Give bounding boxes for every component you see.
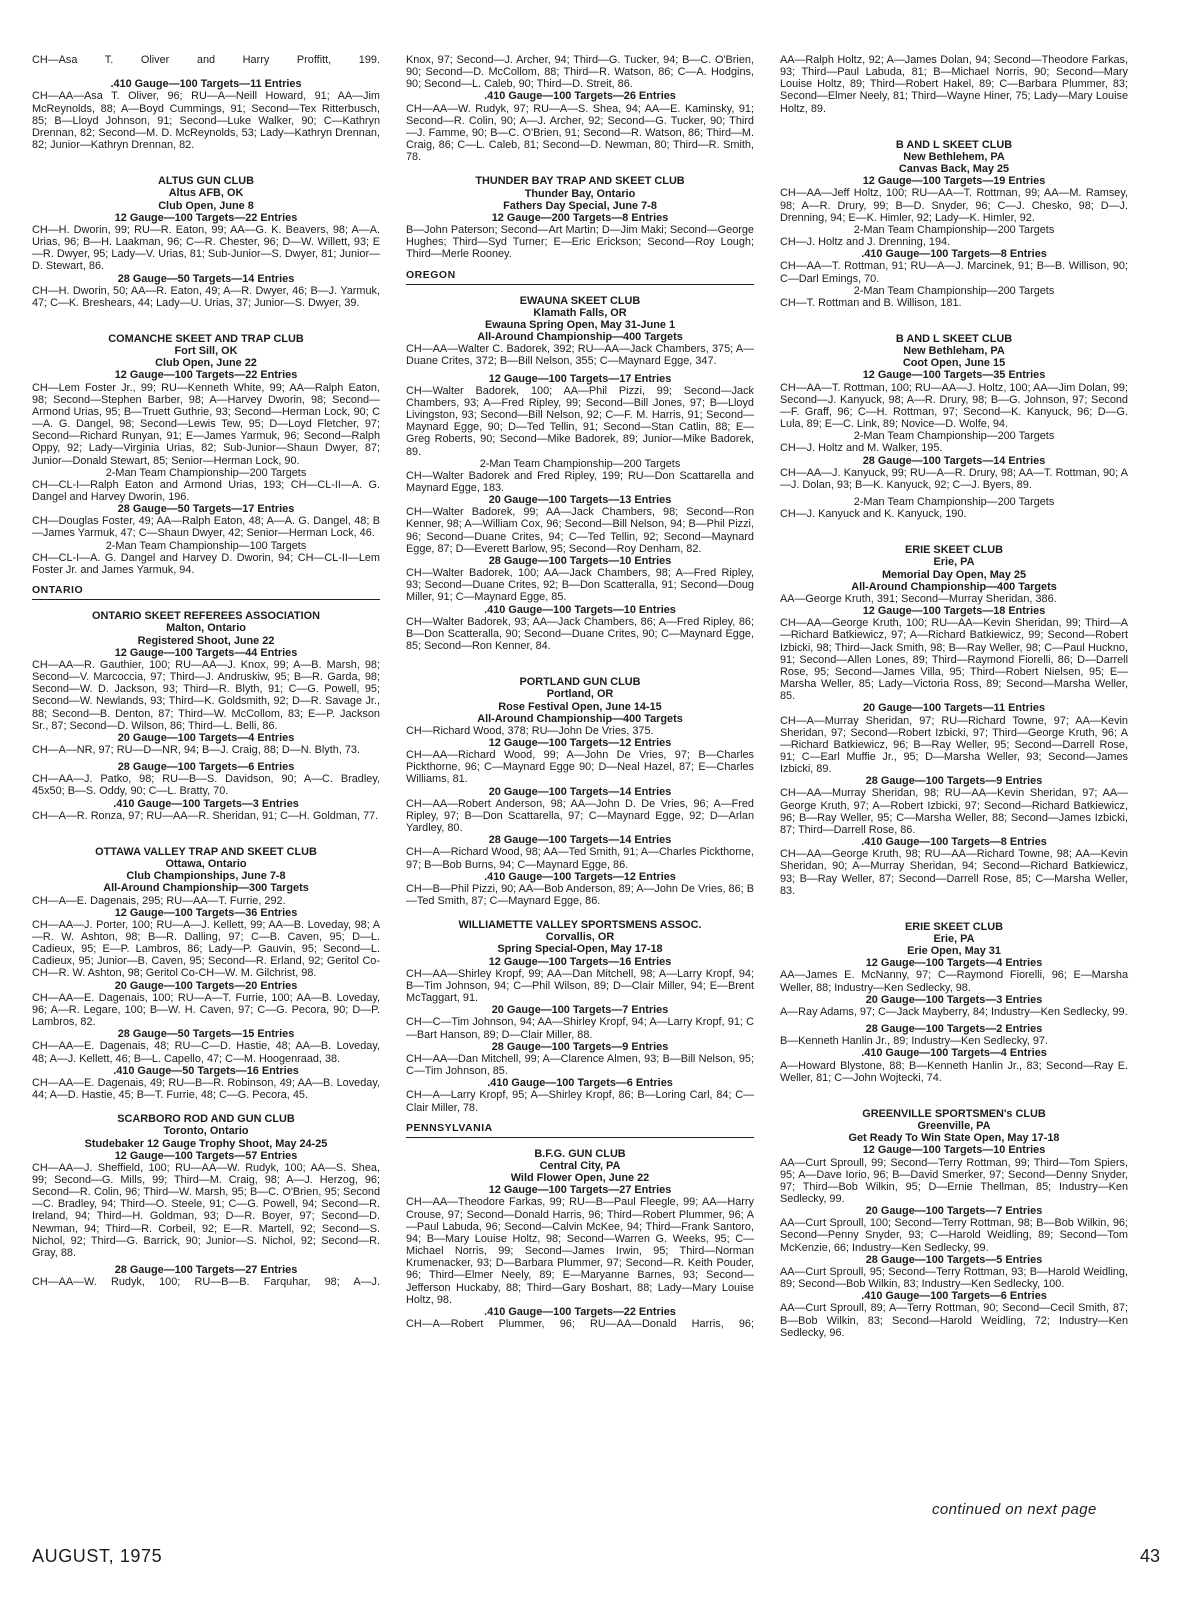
result-text: CH—B—Phil Pizzi, 90; AA—Bob Anderson, 89; A—John De Vries, 86; B—Ted Smith, 87; C—Maynard Egge, 86. <box>406 882 754 907</box>
state-heading-ontario: ONTARIO <box>32 584 380 600</box>
club-section-b-and-l-2 <box>780 333 1128 520</box>
result-text: Knox, 97; Second—J. Archer, 94; Third—G. Tucker, 94; B—C. O'Brien, 90; Second—D. McCollom, 88; Third—R. Watson, 86; C—A. Hodgins, 90; Second—L. Caleb, 90; Third—D. Streit, 86. <box>406 54 754 91</box>
shoot-name: Coot Open, June 15 <box>902 357 1006 370</box>
result-text: AA—Curt Sproull, 99; Second—Terry Rottman, 99; Third—Tom Spiers, 95; A—Dave Iorio, 96; B—David Smerker, 97; Second—Denny Snyder, 97; Third—Bob Wilkin, 95; D—Ernie Thellman, 85; Industry—Ken Sedlecky, 99. <box>780 1156 1128 1205</box>
event-heading: 28 Gauge—50 Targets—15 Entries <box>117 1028 295 1041</box>
club-name: EWAUNA SKEET CLUB <box>519 294 641 307</box>
result-text: CH—AA—Asa T. Oliver, 96; RU—A—Neill Howard, 91; AA—Jim McReynolds, 88; A—Boyd Cummings, 91; Second—Tex Ritterbusch, 85; B—Lloyd Johnson, 91; Second—Luke Walker, 90; C—Kathryn Drennan, 82; Second—M. D. McReynolds, 53; Lady—Kathryn Drennan, 82; Junior—Kathryn Drennan, 82. <box>32 90 380 152</box>
result-text: CH—AA—R. Gauthier, 100; RU—AA—J. Knox, 99; A—B. Marsh, 98; Second—V. Marcoccia, 97; Third—J. Andruskiw, 95; B—R. Garda, 98; Second—W. D. Jackson, 93; Third—R. Blyth, 91; C—G. Powell, 95; Second—W. Newlands, 93; Third—K. Goldsmith, 92; D—R. Savage Jr., 88; Second—B. Denton, 87; Third—W. McCollom, 83; E—P. Jackson Sr., 87; Second—D. Wilson, 86; Third—L. Belli, 86. <box>32 658 380 732</box>
event-heading: 2-Man Team Championship—200 Targets <box>105 466 307 479</box>
club-location: Altus AFB, OK <box>168 187 244 200</box>
issue-date: AUGUST, 1975 <box>32 1546 163 1566</box>
result-text: CH—AA—J. Patko, 98; RU—B—S. Davidson, 90; A—C. Bradley, 45x50; B—S. Oddy, 90; C—L. Bratty, 70. <box>32 773 380 798</box>
club-section-portland <box>406 676 754 907</box>
club-section-greenville <box>780 1108 1128 1339</box>
result-text: CH—J. Kanyuck and K. Kanyuck, 190. <box>780 508 967 521</box>
club-location: Klamath Falls, OR <box>533 306 627 319</box>
event-heading: 20 Gauge—100 Targets—14 Entries <box>488 785 672 798</box>
event-heading: All-Around Championship—400 Targets <box>477 712 683 725</box>
shoot-name: Club Open, June 22 <box>155 357 257 370</box>
club-section-ewauna <box>406 295 754 653</box>
event-heading: 12 Gauge—100 Targets—22 Entries <box>114 369 298 382</box>
shoot-name: Canvas Back, May 25 <box>898 163 1010 176</box>
result-text: A—Howard Blystone, 88; B—Kenneth Hanlin Jr., 83; Second—Ray E. Weller, 81; C—John Wojtecki, 74. <box>780 1059 1128 1084</box>
shoot-name: Rose Festival Open, June 14-15 <box>498 700 662 713</box>
club-location: Central City, PA <box>539 1159 621 1172</box>
event-heading: 2-Man Team Championship—200 Targets <box>479 457 681 470</box>
shoot-name: Spring Special-Open, May 17-18 <box>497 943 663 956</box>
result-text: CH—AA—Shirley Kropf, 99; AA—Dan Mitchell, 98; A—Larry Kropf, 94; B—Tim Johnson, 94; C—Phil Wilson, 89; D—Clair Miller, 94; E—Brent McTaggart, 91. <box>406 967 754 1005</box>
event-heading: 2-Man Team Championship—200 Targets <box>853 430 1055 443</box>
club-location: Corvallis, OR <box>545 931 615 944</box>
event-heading: .410 Gauge—100 Targets—10 Entries <box>484 603 676 616</box>
shoot-name: Get Ready To Win State Open, May 17-18 <box>848 1132 1060 1145</box>
event-heading: 12 Gauge—100 Targets—4 Entries <box>865 957 1043 970</box>
result-text: CH—AA—Dan Mitchell, 99; A—Clarence Almen, 93; B—Bill Nelson, 95; C—Tim Johnson, 85. <box>406 1052 754 1078</box>
result-text: CH—A—Larry Kropf, 95; A—Shirley Kropf, 86; B—Loring Carl, 84; C—Clair Miller, 78. <box>406 1089 754 1114</box>
event-heading: 12 Gauge—100 Targets—19 Entries <box>862 175 1046 188</box>
shoot-name: Memorial Day Open, May 25 <box>881 568 1027 581</box>
result-text: CH—AA—Murray Sheridan, 98; RU—AA—Kevin Sheridan, 97; AA—George Kruth, 97; A—Robert Izbicki, 97; Second—Richard Batkiewicz, 96; B—Ray Weller, 95; C—Marsha Weller, 88; Second—James Izbicki, 87; Third—Darrell Rose, 86. <box>780 787 1128 836</box>
event-heading: All-Around Championship—300 Targets <box>103 882 309 895</box>
event-heading: 12 Gauge—100 Targets—36 Entries <box>114 906 298 919</box>
result-text: B—Kenneth Hanlin Jr., 89; Industry—Ken Sedlecky, 97. <box>780 1035 1048 1048</box>
result-text: CH—Richard Wood, 378; RU—John De Vries, 375. <box>406 724 654 737</box>
event-heading: .410 Gauge—100 Targets—22 Entries <box>484 1305 676 1318</box>
event-heading: 12 Gauge—100 Targets—57 Entries <box>114 1149 298 1162</box>
club-name: B AND L SKEET CLUB <box>895 138 1013 151</box>
result-text: CH—A—E. Dagenais, 295; RU—AA—T. Furrie, 292. <box>32 894 286 907</box>
event-heading: 20 Gauge—100 Targets—7 Entries <box>865 1205 1043 1218</box>
event-heading: 28 Gauge—100 Targets—10 Entries <box>488 554 672 567</box>
club-name: PORTLAND GUN CLUB <box>519 676 641 689</box>
event-heading: .410 Gauge—100 Targets—6 Entries <box>861 1290 1047 1303</box>
event-heading: 2-Man Team Championship—200 Targets <box>853 223 1055 236</box>
result-text: CH—J. Holtz and M. Walker, 195. <box>780 442 943 455</box>
event-heading: 28 Gauge—100 Targets—9 Entries <box>865 775 1043 788</box>
event-heading: 28 Gauge—100 Targets—9 Entries <box>491 1040 669 1053</box>
club-section-osra <box>32 610 380 822</box>
club-location: New Bethleham, PA <box>903 345 1005 358</box>
event-heading: .410 Gauge—100 Targets—12 Entries <box>484 870 676 883</box>
result-text: CH—C—Tim Johnson, 94; AA—Shirley Kropf, 94; A—Larry Kropf, 91; C—Bart Hanson, 89; D—Clair Miller, 88. <box>406 1016 754 1041</box>
result-text: CH—Walter Badorek and Fred Ripley, 199; RU—Don Scattarella and Maynard Egge, 183. <box>406 469 754 494</box>
club-section-ottawa <box>32 846 380 1101</box>
event-heading: 12 Gauge—100 Targets—12 Entries <box>488 736 672 749</box>
result-text: CH—AA—W. Rudyk, 97; RU—A—S. Shea, 94; AA—E. Kaminsky, 91; Second—R. Colin, 90; A—J. Archer, 92; Second—G. Tucker, 90; Third—J. Famme, 90; B—C. O'Brien, 91; Second—R. Watson, 86; Third—M. Craig, 86; C—L. Caleb, 81; Second—D. Newman, 80; Third—R. Smith, 78. <box>406 102 754 164</box>
column-1 <box>32 54 380 1301</box>
page-number: 43 <box>1139 1546 1160 1566</box>
result-text: CH—AA—George Kruth, 98; RU—AA—Richard Towne, 98; AA—Kevin Sheridan, 90; A—Murray Sheridan, 94; Second—Richard Batkiewicz, 93; B—Ray Weller, 87; Second—Darrell Rose, 85; C—Marsha Weller, 83. <box>780 848 1128 897</box>
result-text: CH—A—Richard Wood, 98; AA—Ted Smith, 91; A—Charles Pickthorne, 97; B—Bob Burns, 94; C—Maynard Egge, 86. <box>406 846 754 871</box>
result-text: CH—AA—T. Rottman, 91; RU—A—J. Marcinek, 91; B—B. Willison, 90; C—Darl Emings, 70. <box>780 260 1128 285</box>
club-location: Greenville, PA <box>917 1120 991 1133</box>
club-name: OTTAWA VALLEY TRAP AND SKEET CLUB <box>95 845 317 858</box>
result-text: CH—AA—E. Dagenais, 49; RU—B—R. Robinson, 49; AA—B. Loveday, 44; A—D. Hastie, 45; B—T. Furrie, 48; C—G. Pecora, 45. <box>32 1076 380 1102</box>
event-heading: 2-Man Team Championship—200 Targets <box>853 496 1055 508</box>
result-text: CH—Walter Badorek, 100; AA—Phil Pizzi, 99; Second—Jack Chambers, 93; A—Fred Ripley, 99; Second—Bill Jones, 97; B—Lloyd Livingston, 93; Second—Bill Nelson, 92; C—F. M. Harris, 91; Second—Maynard Egge, 90; D—Ted Tellin, 91; Second—Stan Catlin, 88; E—Greg Roberts, 90; Second—Mike Badorek, 89; Junior—Mike Badorek, 89. <box>406 384 754 458</box>
result-text: CH—Walter Badorek, 99; AA—Jack Chambers, 98; Second—Ron Kenner, 98; A—William Cox, 96; Second—Bill Nelson, 94; B—Phil Pizzi, 96; Second—Duane Crites, 94; C—Ted Tellin, 92; Second—Maynard Egge, 87; D—Everett Barlow, 95; Second—Roy Denham, 82. <box>406 506 754 555</box>
event-heading: 20 Gauge—100 Targets—7 Entries <box>491 1004 669 1017</box>
club-section-scarboro <box>32 1113 380 1300</box>
result-text: CH—AA—Jeff Holtz, 100; RU—AA—T. Rottman, 99; AA—M. Ramsey, 98; A—R. Drury, 99; B—D. Snyder, 96; C—J. Chesko, 98; D—J. Drenning, 94; E—K. Himler, 92; Lady—K. Himler, 92. <box>780 187 1128 224</box>
result-text: CH—AA—T. Rottman, 100; RU—AA—J. Holtz, 100; AA—Jim Dolan, 99; Second—J. Kanyuck, 98; A—R. Drury, 98; B—G. Johnson, 97; Second—F. Graff, 96; C—H. Rottman, 97; Second—K. Kanyuck, 96; D—G. Lula, 89; E—C. Link, 89; Novice—D. Wolfe, 94. <box>780 381 1129 431</box>
result-text: CH—AA—W. Rudyk, 100; RU—B—B. Farquhar, 98; A—J. <box>32 1276 380 1289</box>
event-heading: 20 Gauge—100 Targets—3 Entries <box>865 993 1043 1006</box>
result-text: CH—CL-I—Ralph Eaton and Armond Urias, 193; CH—CL-II—A. G. Dangel and Harvey Dworin, 196. <box>32 478 380 503</box>
club-name: ERIE SKEET CLUB <box>904 544 1004 557</box>
club-name: SCARBORO ROD AND GUN CLUB <box>117 1113 295 1126</box>
event-heading: .410 Gauge—100 Targets—6 Entries <box>487 1077 673 1090</box>
state-heading-pennsylvania: PENNSYLVANIA <box>406 1122 754 1138</box>
event-heading: 28 Gauge—100 Targets—27 Entries <box>114 1264 298 1277</box>
shoot-name: Club Championships, June 7-8 <box>126 870 286 883</box>
event-heading: All-Around Championship—400 Targets <box>851 580 1057 593</box>
event-heading: .410 Gauge—100 Targets—26 Entries <box>484 90 676 103</box>
result-text: CH—H. Dworin, 50; AA—R. Eaton, 49; A—R. Dwyer, 46; B—J. Yarmuk, 47; C—K. Breshears, 44; Lady—U. Urias, 37; Junior—S. Dwyer, 39. <box>32 284 380 309</box>
event-heading: 12 Gauge—100 Targets—18 Entries <box>862 605 1046 618</box>
club-name: COMANCHE SKEET AND TRAP CLUB <box>108 332 304 345</box>
result-text: AA—Curt Sproull, 89; A—Terry Rottman, 90; Second—Cecil Smith, 87; B—Bob Wilkin, 83; Second—Harold Weidling, 72; Industry—Ken Sedlecky, 96. <box>780 1302 1128 1339</box>
result-text: CH—A—Robert Plummer, 96; RU—AA—Donald Harris, 96; <box>406 1318 754 1330</box>
event-heading: 2-Man Team Championship—100 Targets <box>105 539 307 552</box>
result-text: CH—AA—Theodore Farkas, 99; RU—B—Paul Fleegle, 99; AA—Harry Crouse, 97; Second—Donald Harris, 96; Third—Robert Plummer, 96; A—Paul Labuda, 96; Second—Calvin McKee, 94; Third—Frank Santoro, 94; B—Mary Louise Holtz, 98; Second—Warren G. Weeks, 95; C—Michael Norris, 99; Second—James Irwin, 95; Third—Norman Krumenacker, 93; D—Barbara Plummer, 97; Second—R. Keith Pouder, 96; Third—Elmer Neely, 89; E—Maryanne Barnes, 93; Second—Jefferson Huckaby, 88; Third—Gary Boshart, 88; Lady—Mary Louise Holtz, 98. <box>406 1196 754 1306</box>
result-text: CH—Walter Badorek, 100; AA—Jack Chambers, 98; A—Fred Ripley, 93; Second—Duane Crites, 92; B—Don Scatteralla, 91; Second—Doug Miller, 91; C—Maynard Egge, 85. <box>406 567 754 604</box>
club-location: Toronto, Ontario <box>163 1125 249 1138</box>
shoot-name: Registered Shoot, June 22 <box>137 634 275 647</box>
event-heading: .410 Gauge—100 Targets—8 Entries <box>861 248 1047 261</box>
event-heading: 28 Gauge—100 Targets—2 Entries <box>865 1023 1043 1036</box>
shoot-name: Club Open, June 8 <box>158 199 254 212</box>
club-name: GREENVILLE SPORTSMEN's CLUB <box>862 1107 1046 1120</box>
result-text: CH—T. Rottman and B. Willison, 181. <box>780 296 962 309</box>
club-location: Portland, OR <box>546 688 614 701</box>
event-heading: 12 Gauge—100 Targets—27 Entries <box>488 1184 672 1197</box>
result-text: CH—A—Murray Sheridan, 97; RU—Richard Towne, 97; AA—Kevin Sheridan, 97; Second—Robert Izbicki, 97; Third—George Kruth, 96; A—Richard Batkiewicz, 96; B—Ray Weller, 95; Second—Darrell Rose, 91; C—Earl Muffie Jr., 95; D—Marsha Weller, 93; Second—James Izbicki, 89. <box>780 714 1128 776</box>
event-heading: 20 Gauge—100 Targets—20 Entries <box>114 979 298 992</box>
result-text: CH—Asa T. Oliver and Harry Proffitt, 199. <box>32 54 380 66</box>
event-heading: 12 Gauge—100 Targets—16 Entries <box>488 955 672 968</box>
club-name: ERIE SKEET CLUB <box>904 920 1004 933</box>
result-text: CH—AA—George Kruth, 100; RU—AA—Kevin Sheridan, 99; Third—A—Richard Batkiewicz, 97; A—Richard Batkiewicz, 99; Second—Robert Izbicki, 98; Third—Jack Smith, 98; B—Ray Weller, 98; C—Paul Huckno, 91; Second—Allen Lones, 89; Third—Raymond Fiorelli, 86; D—Darrell Rose, 95; Second—James Villa, 95; Third—Robert Nielsen, 95; E—Marsha Weller, 85; Lady—Victoria Ross, 89; Second—Marsha Weller, 85. <box>780 617 1128 703</box>
club-location: New Bethlehem, PA <box>903 150 1005 163</box>
result-text: CH—AA—Richard Wood, 99; A—John De Vries, 97; B—Charles Pickthorne, 96; C—Maynard Egge 90; D—Neal Hazel, 87; E—Charles Williams, 81. <box>406 749 754 786</box>
event-heading: 28 Gauge—50 Targets—17 Entries <box>117 503 295 516</box>
club-name: THUNDER BAY TRAP AND SKEET CLUB <box>475 175 685 188</box>
event-heading: 12 Gauge—100 Targets—10 Entries <box>862 1144 1046 1157</box>
club-section-thunder-bay <box>406 175 754 260</box>
result-text: CH—Lem Foster Jr., 99; RU—Kenneth White, 99; AA—Ralph Eaton, 98; Second—Stephen Barber, 98; A—Harvey Dworin, 98; Second—Armond Urias, 95; B—Truett Guthrie, 93; Second—Herman Lock, 90; C—A. G. Dangel, 98; Second—Lewis Tew, 95; D—Loyd Fletcher, 97; Second—Richard Runyan, 91; E—James Yarmuk, 96; Second—Ralph Oppy, 92; Lady—Virginia Urias, 82; Sub-Junior—Shaun Dwyer, 87; Junior—Donald Stewart, 85; Senior—Herman Lock, 90. <box>32 381 380 467</box>
club-section-erie-2 <box>780 921 1128 1084</box>
event-heading: 20 Gauge—100 Targets—11 Entries <box>863 702 1045 715</box>
event-heading: 20 Gauge—100 Targets—13 Entries <box>488 494 672 507</box>
club-location: Erie, PA <box>933 556 975 569</box>
event-heading: 28 Gauge—100 Targets—5 Entries <box>865 1253 1043 1266</box>
club-section-willamette <box>406 919 754 1114</box>
club-section-bfg <box>406 1148 754 1343</box>
result-text: CH—AA—Walter C. Badorek, 392; RU—AA—Jack Chambers, 375; A—Duane Crites, 372; B—Bill Nelson, 355; C—Maynard Egge, 347. <box>406 343 754 368</box>
event-heading: All-Around Championship—400 Targets <box>477 331 683 344</box>
column-2 <box>406 54 754 1342</box>
result-text: CH—AA—J. Kanyuck, 99; RU—A—R. Drury, 98; AA—T. Rottman, 90; A—J. Dolan, 93; B—K. Kanyuck, 92; C—J. Byers, 89. <box>780 466 1128 491</box>
event-heading: 2-Man Team Championship—200 Targets <box>853 284 1055 297</box>
club-name: ONTARIO SKEET REFEREES ASSOCIATION <box>92 610 320 623</box>
shoot-name: Studebaker 12 Gauge Trophy Shoot, May 24-25 <box>84 1137 328 1150</box>
event-heading: .410 Gauge—100 Targets—11 Entries <box>110 78 302 91</box>
result-text: CH—AA—J. Sheffield, 100; RU—AA—W. Rudyk, 100; AA—S. Shea, 99; Second—G. Mills, 99; Third—M. Craig, 98; A—J. Herzog, 96; Second—R. Colin, 96; Third—W. Marsh, 95; B—C. O'Brien, 95; Second—C. Bradley, 94; Third—O. Steele, 91; C—G. Powell, 94; Second—R. Ireland, 94; Third—H. Goldman, 93; D—R. Boyer, 97; Second—D. Newman, 94; Third—R. Corbeil, 92; E—R. Martell, 92; Second—S. Nichol, 92; Third—G. Barrick, 90; Junior—S. Nichol, 92; Second—R. Gray, 88. <box>32 1161 380 1259</box>
result-text: CH—Douglas Foster, 49; AA—Ralph Eaton, 48; A—A. G. Dangel, 48; B—James Yarmuk, 47; C—Shaun Dwyer, 42; Senior—Herman Lock, 46. <box>32 515 380 540</box>
event-heading: 28 Gauge—100 Targets—6 Entries <box>117 761 295 774</box>
event-heading: .410 Gauge—100 Targets—3 Entries <box>113 797 299 810</box>
event-heading: 12 Gauge—100 Targets—22 Entries <box>114 211 298 224</box>
event-heading: 12 Gauge—200 Targets—8 Entries <box>491 211 669 224</box>
result-text: CH—AA—E. Dagenais, 48; RU—C—D. Hastie, 48; AA—B. Loveday, 48; A—J. Kellett, 46; B—L. Capello, 47; C—M. Hoogenraad, 38. <box>32 1040 380 1065</box>
club-section-altus <box>32 175 380 309</box>
result-text: AA—James E. McNanny, 97; C—Raymond Fiorelli, 96; E—Marsha Weller, 88; Industry—Ken Sedlecky, 98. <box>780 969 1128 994</box>
club-location: Malton, Ontario <box>166 622 246 635</box>
club-section-comanche <box>32 333 380 576</box>
event-heading: .410 Gauge—100 Targets—4 Entries <box>861 1047 1047 1060</box>
club-name: WILLIAMETTE VALLEY SPORTSMENS ASSOC. <box>458 919 702 932</box>
event-heading: 12 Gauge—100 Targets—17 Entries <box>488 372 672 385</box>
club-location: Erie, PA <box>933 933 975 945</box>
result-text: AA—George Kruth, 391; Second—Murray Sheridan, 386. <box>780 592 1057 605</box>
state-heading-oregon: OREGON <box>406 269 754 285</box>
club-location: Ottawa, Ontario <box>165 858 247 871</box>
result-text: CH—AA—E. Dagenais, 100; RU—A—T. Furrie, 100; AA—B. Loveday, 96; A—R. Legare, 100; B—W. H. Caven, 97; C—G. Pecora, 90; D—P. Lambros, 82. <box>32 991 380 1029</box>
event-heading: 12 Gauge—100 Targets—44 Entries <box>114 646 298 659</box>
result-text: CH—AA—Robert Anderson, 98; AA—John D. De Vries, 96; A—Fred Ripley, 97; B—Don Scattarella, 97; C—Maynard Egge, 92; D—Arlan Yardley, 80. <box>406 797 754 835</box>
result-text: AA—Ralph Holtz, 92; A—James Dolan, 94; Second—Theodore Farkas, 93; Third—Paul Labuda, 81; B—Michael Norris, 90; Second—Mary Louise Holtz, 89; Third—Robert Hakel, 89; C—Barbara Plummer, 83; Second—Elmer Neely, 81; Third—Wayne Hiner, 75; Lady—Mary Louise Holtz, 89. <box>780 54 1128 115</box>
event-heading: 12 Gauge—100 Targets—35 Entries <box>862 369 1046 382</box>
club-section-erie-1 <box>780 544 1128 897</box>
result-text: CH—AA—J. Porter, 100; RU—A—J. Kellett, 99; AA—B. Loveday, 98; A—R. W. Ashton, 98; B—R. Dalling, 97; C—B. Caven, 95; D—L. Cadieux, 95; E—P. Lambros, 86; Lady—P. Gauvin, 95; Second—L. Cadieux, 95; Junior—B. Caven, 95; Second—R. Erland, 92; Geritol Co-CH—R. W. Ashton, 98; Geritol Co-CH—W. M. Gilchrist, 98. <box>32 918 380 980</box>
result-text: B—John Paterson; Second—Art Martin; D—Jim Maki; Second—George Hughes; Third—Syd Turner; E—Eric Erickson; Second—Roy Lough; Third—Merle Rooney. <box>406 224 754 261</box>
club-section-b-and-l-1 <box>780 139 1128 309</box>
club-name: B.F.G. GUN CLUB <box>534 1147 626 1160</box>
event-heading: 28 Gauge—100 Targets—14 Entries <box>488 834 672 847</box>
club-name: B AND L SKEET CLUB <box>895 332 1013 345</box>
result-text: CH—Walter Badorek, 93; AA—Jack Chambers, 86; A—Fred Ripley, 86; B—Don Scatteralla, 90; Second—Duane Crites, 90; C—Maynard Egge, 85; Second—Ron Kenner, 84. <box>406 615 754 653</box>
continued-note: continued on next page <box>932 1501 1097 1518</box>
event-heading: 28 Gauge—100 Targets—14 Entries <box>862 454 1046 467</box>
event-heading: .410 Gauge—100 Targets—8 Entries <box>861 836 1047 849</box>
club-location: Fort Sill, OK <box>174 345 238 358</box>
shoot-name: Ewauna Spring Open, May 31-June 1 <box>484 318 676 331</box>
event-heading: .410 Gauge—50 Targets—16 Entries <box>113 1064 299 1077</box>
shoot-name: Fathers Day Special, June 7-8 <box>503 199 657 212</box>
shoot-name: Wild Flower Open, June 22 <box>510 1172 650 1185</box>
shoot-name: Erie Open, May 31 <box>907 945 1001 958</box>
result-text: A—Ray Adams, 97; C—Jack Mayberry, 84; Industry—Ken Sedlecky, 99. <box>780 1005 1128 1018</box>
club-name: ALTUS GUN CLUB <box>158 175 254 188</box>
result-text: CH—A—R. Ronza, 97; RU—AA—R. Sheridan, 91; C—H. Goldman, 77. <box>32 809 379 822</box>
result-text: AA—Curt Sproull, 95; Second—Terry Rottman, 93; B—Harold Weidling, 89; Second—Bob Wilkin, 83; Industry—Ken Sedlecky, 100. <box>780 1265 1128 1291</box>
column-3 <box>780 54 1128 1339</box>
club-location: Thunder Bay, Ontario <box>524 187 636 200</box>
result-text: AA—Curt Sproull, 100; Second—Terry Rottman, 98; B—Bob Wilkin, 96; Second—Penny Snyder, 93; C—Harold Weidling, 89; Second—Tom McKenzie, 66; Industry—Ken Sedlecky, 99. <box>780 1217 1128 1254</box>
result-text: CH—J. Holtz and J. Drenning, 194. <box>780 236 951 249</box>
result-text: CH—A—NR, 97; RU—D—NR, 94; B—J. Craig, 88; D—N. Blyth, 73. <box>32 743 361 756</box>
result-text: CH—CL-I—A. G. Dangel and Harvey D. Dworin, 94; CH—CL-II—Lem Foster Jr. and James Yarmuk, 94. <box>32 551 380 576</box>
result-text: CH—H. Dworin, 99; RU—R. Eaton, 99; AA—G. K. Beavers, 98; A—A. Urias, 96; B—H. Laakman, 96; C—R. Chester, 96; D—W. Willett, 93; E—R. Dwyer, 95; Lady—V. Urias, 81; Sub-Junior—S. Dwyer, 81; Junior—D. Stewart, 86. <box>32 223 380 273</box>
event-heading: 20 Gauge—100 Targets—4 Entries <box>117 731 295 744</box>
event-heading: 28 Gauge—50 Targets—14 Entries <box>117 272 295 285</box>
